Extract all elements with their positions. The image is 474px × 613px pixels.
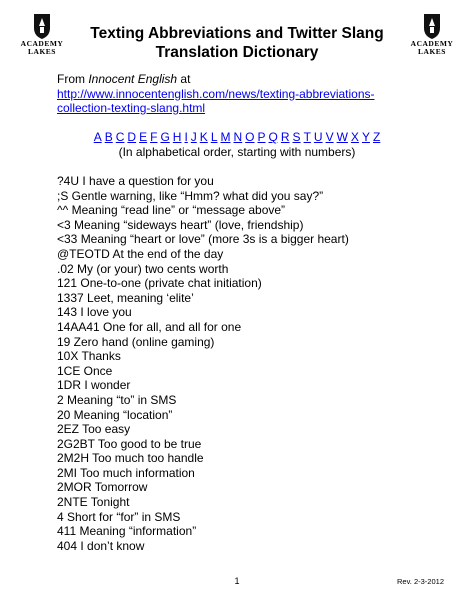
alphabet-link-p[interactable]: P <box>257 130 266 144</box>
entry-line: 2G2BT Too good to be true <box>57 436 202 451</box>
entry-line: .02 My (or your) two cents worth <box>57 261 229 276</box>
alphabet-link-l[interactable]: L <box>210 130 218 144</box>
entry-line: 2M2H Too much too handle <box>57 451 204 466</box>
entry-line: <3 Meaning “sideways heart” (love, friendship) <box>57 217 304 232</box>
alphabet-link-k[interactable]: K <box>199 130 208 144</box>
entry-line: ?4U I have a question for you <box>57 174 214 188</box>
alphabet-link-t[interactable]: T <box>303 130 311 144</box>
alphabet-links <box>0 130 474 145</box>
alphabet-link-w[interactable]: W <box>336 130 348 144</box>
title-line1: Texting Abbreviations and Twitter Slang <box>90 25 384 42</box>
alphabet-index <box>0 130 474 159</box>
title-line2: Translation Dictionary <box>155 44 319 61</box>
alphabet-link-a[interactable]: A <box>93 130 102 144</box>
alphabet-link-d[interactable]: D <box>127 130 137 144</box>
entry-line: 404 I don’t know <box>57 538 145 553</box>
entry-line: 20 Meaning “location” <box>57 407 173 422</box>
alphabet-link-f[interactable]: F <box>150 130 158 144</box>
source-link-line1: http://www.innocentenglish.com/news/texting-abbreviations- <box>57 86 375 101</box>
entry-line: 1337 Leet, meaning ‘elite’ <box>57 290 194 305</box>
entry-line: 2MOR Tomorrow <box>57 480 148 495</box>
alphabet-link-j[interactable]: J <box>190 130 197 144</box>
entry-line: 2MI Too much information <box>57 465 195 480</box>
entry-line: ^^ Meaning “read line” or “message above” <box>57 203 286 218</box>
revision-date: Rev. 2-3-2012 <box>397 577 444 586</box>
logo-text-line2: LAKES <box>418 47 446 56</box>
academy-lakes-logo-right <box>408 12 456 62</box>
alphabet-link-y[interactable]: Y <box>361 130 370 144</box>
alphabet-link-x[interactable]: X <box>350 130 359 144</box>
source-link-line2: collection-texting-slang.html <box>57 101 206 115</box>
document-title <box>70 24 404 62</box>
entry-line: <33 Meaning “heart or love” (more 3s is a bigger heart) <box>57 232 349 247</box>
entry-line: 143 I love you <box>57 305 132 320</box>
entry-line: 121 One-to-one (private chat initiation) <box>57 276 262 291</box>
source-suffix: at <box>177 72 191 86</box>
alphabet-link-g[interactable]: G <box>160 130 170 144</box>
entry-line: @TEOTD At the end of the day <box>57 246 224 261</box>
alphabet-link-e[interactable]: E <box>139 130 148 144</box>
entry-line: 2NTE Tonight <box>57 495 130 510</box>
entry-line: 14AA41 One for all, and all for one <box>57 319 242 334</box>
entry-line: ;S Gentle warning, like “Hmm? what did you say?” <box>57 188 324 203</box>
academy-lakes-logo-left <box>18 12 66 62</box>
alphabet-link-r[interactable]: R <box>280 130 290 144</box>
alphabet-link-b[interactable]: B <box>104 130 113 144</box>
alphabet-link-q[interactable]: Q <box>268 130 278 144</box>
shield-crest-icon <box>422 12 442 40</box>
abbreviation-list <box>57 174 349 553</box>
source-intro <box>57 72 375 87</box>
entry-line: 19 Zero hand (online gaming) <box>57 334 215 349</box>
entry-line: 411 Meaning “information” <box>57 524 197 539</box>
alphabet-link-v[interactable]: V <box>325 130 334 144</box>
entry-line: 10X Thanks <box>57 349 121 364</box>
entry-line: 1CE Once <box>57 363 113 378</box>
alphabet-link-z[interactable]: Z <box>372 130 381 144</box>
alphabet-link-m[interactable]: M <box>220 130 231 144</box>
alphabet-link-c[interactable]: C <box>115 130 125 144</box>
page-number: 1 <box>234 576 240 586</box>
alphabet-link-u[interactable]: U <box>313 130 323 144</box>
alphabet-link-i[interactable]: I <box>184 130 188 144</box>
alphabet-link-o[interactable]: O <box>245 130 255 144</box>
alphabet-link-h[interactable]: H <box>172 130 182 144</box>
source-link[interactable] <box>57 87 375 116</box>
source-prefix: From <box>57 72 89 86</box>
alphabet-link-s[interactable]: S <box>292 130 301 144</box>
alphabet-note: (In alphabetical order, starting with numbers) <box>118 144 356 159</box>
source-publication: Innocent English <box>88 72 178 86</box>
source-citation <box>57 72 375 116</box>
shield-crest-icon <box>32 12 52 40</box>
entry-line: 1DR I wonder <box>57 378 131 393</box>
alphabet-link-n[interactable]: N <box>233 130 243 144</box>
entry-line: 2 Meaning “to” in SMS <box>57 392 177 407</box>
logo-text-line2: LAKES <box>28 47 56 56</box>
logo-text-line1: ACADEMY <box>20 39 64 48</box>
logo-text-line1: ACADEMY <box>410 39 454 48</box>
entry-line: 2EZ Too easy <box>57 422 131 437</box>
entry-line: 4 Short for “for” in SMS <box>57 509 181 524</box>
